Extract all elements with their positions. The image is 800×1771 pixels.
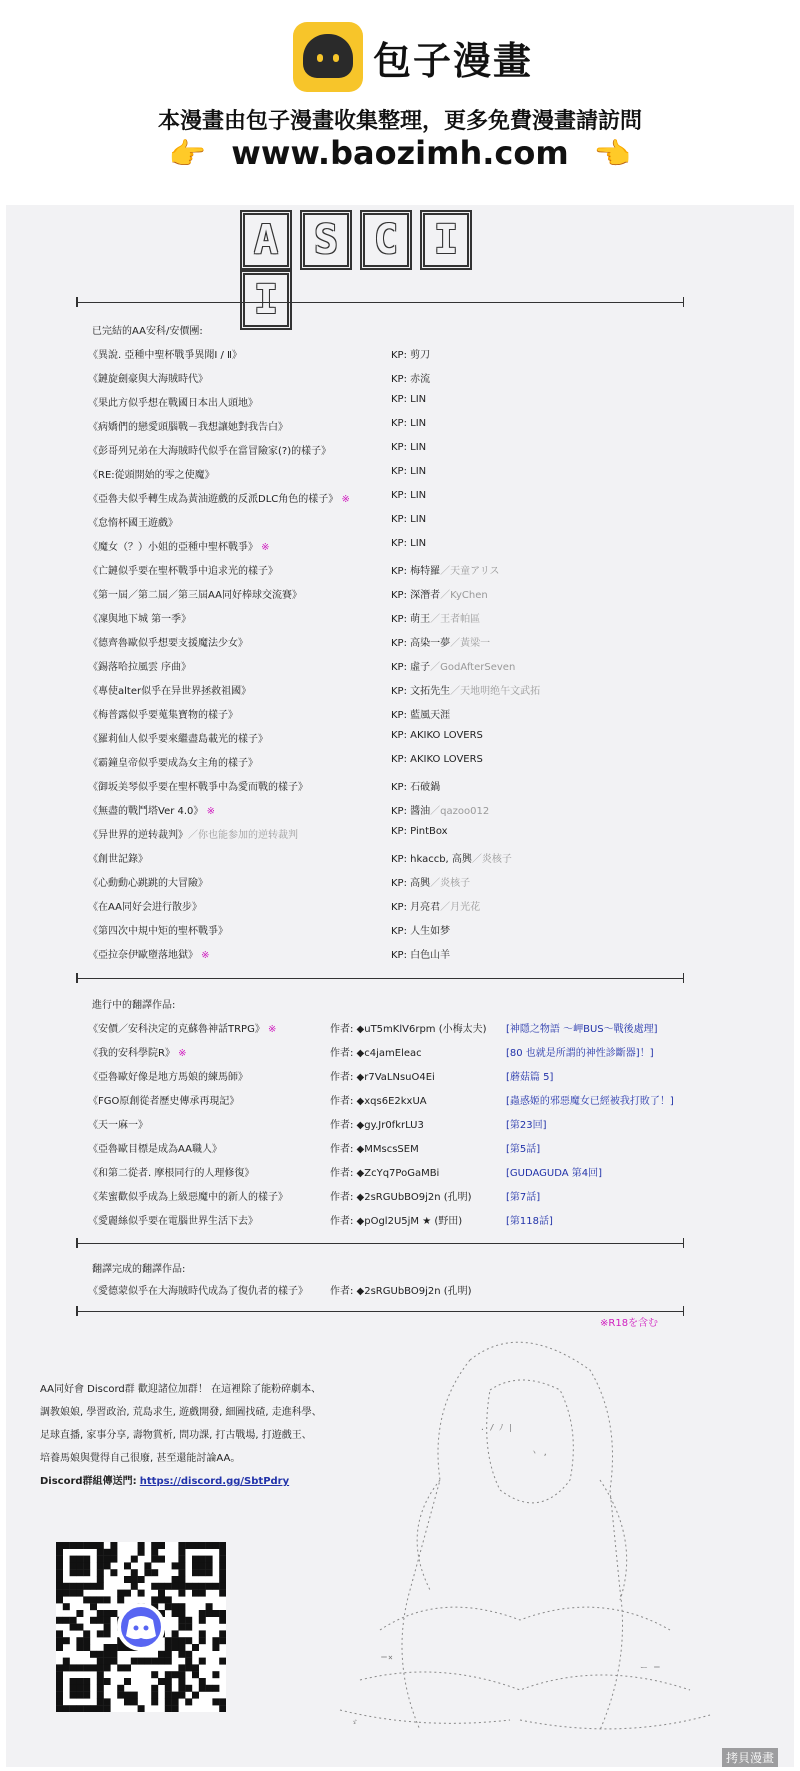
svg-text:ゞ: ゞ: [350, 1718, 358, 1727]
completed-item[interactable]: [88, 346, 708, 360]
work-title: 《心動動心跳跳的大冒險》: [88, 878, 208, 889]
work-title: 《亡鏈似乎要在聖杯戰爭中追求光的樣子》: [88, 566, 278, 577]
pointing-left-icon: 👈: [593, 137, 632, 172]
discord-line: 培養馬娘與覺得自己很廢, 甚至還能討論AA。: [40, 1453, 241, 1464]
author: 作者: ◆MMscsSEM: [330, 1144, 419, 1155]
kp-name: KP: 虛子／GodAfterSeven: [391, 662, 516, 673]
kp-name: KP: 剪刀: [391, 350, 431, 361]
completed-item[interactable]: [88, 874, 708, 888]
completed-item[interactable]: [88, 658, 708, 672]
work-title: 《安價／安科決定的克蘇魯神話TRPG》 ※: [88, 1024, 277, 1035]
discord-link[interactable]: https://discord.gg/SbtPdry: [139, 1476, 290, 1487]
svg-text:＝×: ＝×: [380, 1653, 393, 1662]
completed-item[interactable]: [88, 610, 708, 624]
ascii-art-figure: [320, 1330, 720, 1750]
kp-name: KP: 梅特羅／天童アリス: [391, 566, 500, 577]
completed-item[interactable]: [88, 754, 708, 768]
completed-item[interactable]: [88, 370, 708, 384]
divider: [76, 978, 684, 979]
work-title: 《創世記錄》: [88, 854, 148, 865]
work-title: 《第四次中規中矩的聖杯戰爭》: [88, 926, 228, 937]
ongoing-item[interactable]: [88, 1020, 708, 1034]
r18-mark: ※: [338, 494, 350, 505]
ongoing-item[interactable]: [88, 1188, 708, 1202]
completed-item[interactable]: [88, 466, 708, 480]
kp-name: KP: 醬油／qazoo012: [391, 806, 490, 817]
divider: [76, 1311, 684, 1312]
r18-mark: ※: [264, 1024, 277, 1035]
chapter-status[interactable]: [GUDAGUDA 第4回]: [506, 1168, 603, 1179]
pointing-right-icon: 👉: [168, 137, 207, 172]
author: 作者: ◆2sRGUbBO9j2n (孔明): [330, 1286, 472, 1297]
work-title: 《异世界的逆转裁判》／你也能参加的逆转裁判: [88, 830, 298, 841]
work-title: 《錫落哈拉風雲 序曲》: [88, 662, 192, 673]
kp-name: KP: 月亮君／月光花: [391, 902, 481, 913]
site-url-link[interactable]: www.baozimh.com: [231, 134, 569, 172]
completed-item[interactable]: [88, 946, 708, 960]
work-title: 《霸鐘皇帝似乎要成為女主角的樣子》: [88, 758, 258, 769]
site-banner: [0, 0, 800, 200]
chapter-status[interactable]: [神隱之物語 ～岬BUS～戰後處理]: [506, 1024, 658, 1035]
ongoing-item[interactable]: [88, 1092, 708, 1106]
kp-name: KP: 赤流: [391, 374, 431, 385]
kp-name: KP: LIN: [391, 466, 427, 477]
baozi-logo-icon: [293, 22, 363, 92]
work-title: 《德齊魯歐似乎想要支援魔法少女》: [88, 638, 248, 649]
svg-text:ー ＝: ー ＝: [640, 1663, 661, 1672]
work-title: 《第一屆／第二屆／第三屆AA同好棒球交流賽》: [88, 590, 302, 601]
r18-note: ※R18を含む: [600, 1318, 659, 1329]
work-title: 《鏈旋劍豪與大海賊時代》: [88, 374, 208, 385]
chapter-status[interactable]: [第23回]: [506, 1120, 547, 1131]
kp-name: KP: 萌王／王者帕區: [391, 614, 481, 625]
ongoing-item[interactable]: [88, 1116, 708, 1130]
kp-name: KP: LIN: [391, 394, 427, 405]
completed-item[interactable]: [88, 562, 708, 576]
author: 作者: ◆pOgl2U5jM ★ (野田): [330, 1216, 463, 1227]
kp-name: KP: hkaccb, 高興／炎核子: [391, 854, 512, 865]
watermark: 拷貝漫畫: [722, 1748, 778, 1767]
ongoing-item[interactable]: [88, 1164, 708, 1178]
chapter-status[interactable]: [80 也就是所謂的神性診斷器]！]: [506, 1048, 654, 1059]
work-title: 《彭哥列兄弟在大海賊時代似乎在當冒險家(?)的樣子》: [88, 446, 332, 457]
work-title: 《御坂美琴似乎要在聖杯戰爭中為愛而戰的樣子》: [88, 782, 308, 793]
work-title: 《RE:從頭開始的零之使魔》: [88, 470, 215, 481]
work-title: 《愛麗絲似乎要在電腦世界生活下去》: [88, 1216, 258, 1227]
svg-text:ヽ ,: ヽ ,: [530, 1448, 548, 1457]
author: 作者: ◆xqs6E2kxUA: [330, 1096, 427, 1107]
completed-item[interactable]: [88, 802, 708, 816]
chapter-status[interactable]: [蟲惑姬的邪惡魔女已經被我打敗了！]: [506, 1096, 674, 1107]
chapter-status[interactable]: [第118話]: [506, 1216, 553, 1227]
author: 作者: ◆c4jamEleac: [330, 1048, 422, 1059]
svg-text:. / ﾉ |: . / ﾉ |: [480, 1423, 513, 1432]
completed-item[interactable]: [88, 706, 708, 720]
kp-name: KP: LIN: [391, 490, 427, 501]
completed-item[interactable]: [88, 394, 708, 408]
completed-item[interactable]: [88, 826, 708, 840]
work-title: 《果此方似乎想在戰國日本出人頭地》: [88, 398, 258, 409]
work-title: 《魔女（？）小姐的亞種中聖杯戰爭》 ※: [88, 542, 270, 553]
completed-item[interactable]: [88, 514, 708, 528]
kp-name: KP: 高興／炎核子: [391, 878, 471, 889]
completed-item[interactable]: [88, 922, 708, 936]
completed-item[interactable]: [88, 586, 708, 600]
work-title: 《亞魯歐目標是成為AA職人》: [88, 1144, 222, 1155]
r18-mark: ※: [258, 542, 270, 553]
author: 作者: ◆ZcYq7PoGaMBi: [330, 1168, 440, 1179]
completed-item[interactable]: [88, 418, 708, 432]
completed-item[interactable]: [88, 898, 708, 912]
work-title: 《病嬌們的戀愛頭腦戰－我想讓她對我告白》: [88, 422, 288, 433]
chapter-status[interactable]: [第5話]: [506, 1144, 541, 1155]
author: 作者: ◆uT5mKlV6rpm (小梅太夫): [330, 1024, 487, 1035]
completed-item[interactable]: [88, 730, 708, 744]
discord-link-label: Discord群組傳送門:: [40, 1476, 137, 1487]
kp-name: KP: LIN: [391, 538, 427, 549]
work-title: 《天一麻一》: [88, 1120, 148, 1131]
completed-item[interactable]: [88, 682, 708, 696]
author: 作者: ◆2sRGUbBO9j2n (孔明): [330, 1192, 472, 1203]
kp-name: KP: 藍風天涯: [391, 710, 451, 721]
completed-item[interactable]: [88, 490, 708, 504]
completed-item[interactable]: [88, 634, 708, 648]
kp-name: KP: 深潛者／KyChen: [391, 590, 488, 601]
finished-section-title: 翻譯完成的翻譯作品:: [92, 1264, 186, 1275]
ongoing-item[interactable]: [88, 1068, 708, 1082]
author: 作者: ◆r7VaLNsuO4Ei: [330, 1072, 435, 1083]
work-title: 《無盡的戰鬥塔Ver 4.0》 ※: [88, 806, 215, 817]
kp-name: KP: LIN: [391, 442, 427, 453]
work-title: 《FGO原創從者歷史傳承再現記》: [88, 1096, 240, 1107]
work-title: 《專使alter似乎在异世界拯救祖國》: [88, 686, 252, 697]
work-title: 《凜與地下城 第一季》: [88, 614, 192, 625]
kp-name: KP: 文拓先生／天地明绝午文武拓: [391, 686, 541, 697]
ascii-letter: A: [240, 210, 292, 270]
r18-mark: ※: [198, 950, 210, 961]
kp-name: KP: PintBox: [391, 826, 448, 837]
kp-name: KP: LIN: [391, 418, 427, 429]
chapter-status[interactable]: [蘑菇篇 5]: [506, 1072, 554, 1083]
completed-item[interactable]: [88, 442, 708, 456]
work-title: 《羅莉仙人似乎要來繼盡島載光的樣子》: [88, 734, 268, 745]
ascii-letter: I: [420, 210, 472, 270]
work-title: 《亞魯歐好像是地方馬娘的練馬師》: [88, 1072, 248, 1083]
kp-name: KP: LIN: [391, 514, 427, 525]
kp-name: KP: 高染一夢／黃梁一: [391, 638, 491, 649]
r18-mark: ※: [203, 806, 215, 817]
chapter-status[interactable]: [第7話]: [506, 1192, 541, 1203]
discord-line: AA同好會 Discord群 歡迎諸位加群！ 在這裡除了能粉碎劇本、: [40, 1384, 322, 1395]
ongoing-section-title: 進行中的翻譯作品:: [92, 1000, 176, 1011]
completed-item[interactable]: [88, 778, 708, 792]
ascii-letter: I: [240, 270, 292, 330]
divider: [76, 302, 684, 303]
kp-name: KP: 石破鍋: [391, 782, 441, 793]
discord-qr-code[interactable]: [56, 1542, 226, 1712]
ascii-letter: S: [300, 210, 352, 270]
kp-name: KP: 白色山羊: [391, 950, 451, 961]
ongoing-item[interactable]: [88, 1044, 708, 1058]
ongoing-item[interactable]: [88, 1140, 708, 1154]
discord-line: 足球直播, 家事分享, 壽物賞析, 問功課, 打古戰場, 打遊戲王、: [40, 1430, 312, 1441]
logo-title: 包子漫畫: [373, 39, 534, 83]
completed-section-title: 已完結的AA安科/安價團:: [92, 326, 203, 337]
author: 作者: ◆gy.Jr0fkrLU3: [330, 1120, 424, 1131]
r18-mark: ※: [174, 1048, 187, 1059]
work-title: 《亞魯夫似乎轉生成為黃油遊戲的反派DLC角色的樣子》 ※: [88, 494, 350, 505]
completed-item[interactable]: [88, 850, 708, 864]
work-title: 《我的安科學院R》 ※: [88, 1048, 187, 1059]
ascii-letter: C: [360, 210, 412, 270]
divider: [76, 1243, 684, 1244]
work-title: 《愛德蒙似乎在大海賊時代成為了復仇者的樣子》: [88, 1286, 308, 1297]
discord-line: 調教娘娘, 學習政治, 荒島求生, 遊戲開發, 細圖找碴, 走進科學、: [40, 1407, 322, 1418]
work-title: 《茱蜜歡似乎成為上級惡魔中的新人的樣子》: [88, 1192, 288, 1203]
ascii-title: [240, 210, 500, 323]
work-title: 《亞拉奈伊歐墮落地獄》 ※: [88, 950, 210, 961]
work-title: 《和第二從者. 摩根同行的人理修復》: [88, 1168, 255, 1179]
ongoing-item[interactable]: [88, 1212, 708, 1226]
kp-name: KP: AKIKO LOVERS: [391, 730, 483, 741]
finished-item[interactable]: [88, 1282, 708, 1296]
banner-url-line: [0, 134, 800, 172]
completed-item[interactable]: [88, 538, 708, 552]
work-title: 《在AA同好会进行散步》: [88, 902, 202, 913]
kp-name: KP: 人生如梦: [391, 926, 451, 937]
work-title: 《梅普露似乎要蒐集寶物的樣子》: [88, 710, 238, 721]
kp-name: KP: AKIKO LOVERS: [391, 754, 483, 765]
work-title: 《怠惰杯國王遊戲》: [88, 518, 178, 529]
work-title: 《異說. 亞種中聖杯戰爭異聞Ⅰ / Ⅱ》: [88, 350, 242, 361]
banner-notice: 本漫畫由包子漫畫收集整理，更多免費漫畫請訪問: [157, 109, 642, 134]
